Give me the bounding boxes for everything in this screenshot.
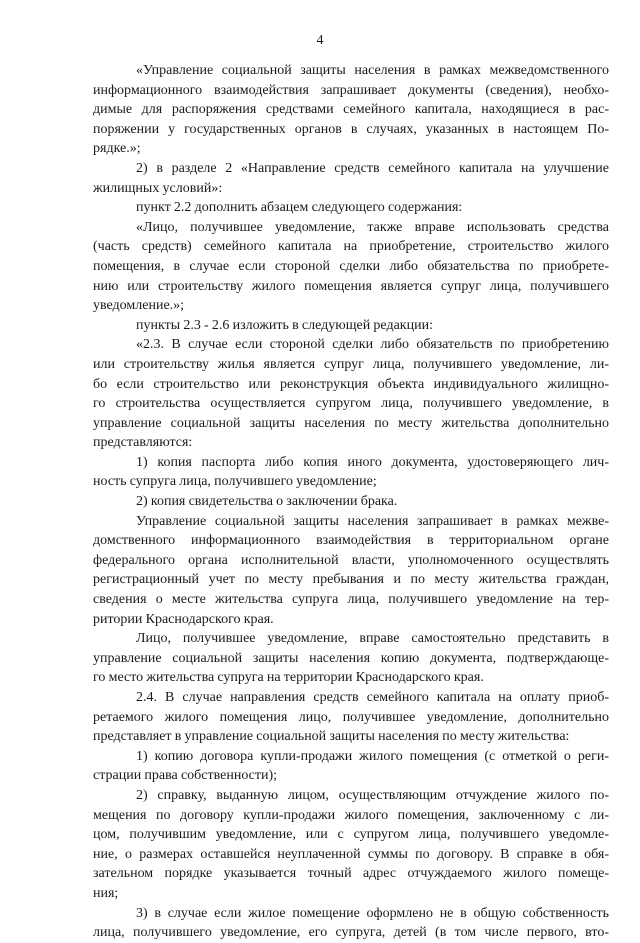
text-line: 2) в разделе 2 «Направление средств семейного капитала на улучшение bbox=[136, 160, 609, 176]
text-line: лица, получившего уведомление, его супруга, детей (в том числе первого, вто- bbox=[93, 925, 609, 941]
text-line: информационного взаимодействия запрашивает документы (сведения), необхо- bbox=[93, 82, 609, 98]
text-line: федерального органа исполнительной власти, уполномоченного осуществлять bbox=[93, 552, 609, 568]
text-line: жилищных условий»: bbox=[93, 180, 223, 196]
text-line: димые для распоряжения средствами семейного капитала, находящиеся в рас- bbox=[93, 102, 609, 118]
paragraph-p11 bbox=[93, 688, 609, 747]
paragraph-p1 bbox=[93, 61, 609, 159]
text-line: ние, о размерах оставшейся неуплаченной суммы по договору. В справке в обя- bbox=[93, 846, 609, 862]
text-line: го строительства осуществляется супругом лица, получившего уведомление, в bbox=[93, 396, 609, 412]
text-line: 3) в случае если жилое помещение оформлено не в общую собственность bbox=[136, 905, 609, 921]
text-line: цом, получившим уведомление, или с супругом лица, получившего уведомле- bbox=[93, 827, 609, 843]
text-line: ритории Краснодарского края. bbox=[93, 611, 274, 627]
paragraph-p10 bbox=[93, 629, 609, 688]
paragraph-p12 bbox=[93, 747, 609, 786]
text-line: пункты 2.3 - 2.6 изложить в следующей редакции: bbox=[136, 317, 433, 333]
text-line: 2) справку, выданную лицом, осуществляющим отчуждение жилого по- bbox=[136, 787, 609, 803]
text-line: страции права собственности); bbox=[93, 768, 278, 784]
text-line: управление социальной защиты населения копию документа, подтверждающе- bbox=[93, 650, 609, 666]
paragraph-p14 bbox=[93, 904, 609, 943]
text-line: пункт 2.2 дополнить абзацем следующего содержания: bbox=[136, 200, 463, 216]
text-line: «2.3. В случае если стороной сделки либо обязательств по приобретению bbox=[136, 337, 609, 353]
text-line: уведомление.»; bbox=[93, 298, 185, 314]
text-line: бо если строительство или реконструкция объекта индивидуального жилищно- bbox=[93, 376, 609, 392]
text-line: сведения о месте жительства супруга лица, получившего уведомление на тер- bbox=[93, 592, 609, 608]
text-line: 2.4. В случае направления средств семейного капитала на оплату приоб- bbox=[136, 690, 609, 705]
text-line: 1) копия паспорта либо копия иного документа, удостоверяющего лич- bbox=[136, 454, 609, 470]
text-line: помещения, в случае если стороной сделки либо обязательства по приобрете- bbox=[93, 258, 609, 274]
text-line: мещения по договору купли-продажи жилого помещения, заключенному с ли- bbox=[93, 807, 609, 823]
paragraph-p5 bbox=[93, 316, 609, 336]
text-line: представляются: bbox=[93, 435, 193, 451]
text-line: управление социальной защиты населения по месту жительства дополнительно bbox=[93, 415, 609, 431]
text-line: ния; bbox=[93, 885, 119, 901]
paragraph-p2 bbox=[93, 159, 609, 198]
text-line: нию или строительству жилого помещения является супруг лица, получившего bbox=[93, 278, 609, 294]
text-line: домственного информационного взаимодействия в территориальном органе bbox=[93, 533, 609, 549]
page-number: 4 bbox=[316, 33, 324, 48]
text-line: зательном порядке указывается точный адрес отчуждаемого жилого помеще- bbox=[93, 866, 609, 882]
text-line: Управление социальной защиты населения запрашивает в рамках межве- bbox=[136, 513, 609, 529]
text-line: поряжении у государственных органов в случаях, указанных в настоящем По- bbox=[93, 121, 609, 137]
paragraph-p8 bbox=[93, 492, 609, 512]
text-line: 1) копию договора купли-продажи жилого помещения (с отметкой о реги- bbox=[136, 748, 609, 764]
text-line: ретаемого жилого помещения лицо, получившее уведомление, дополнительно bbox=[93, 709, 609, 725]
paragraph-p7 bbox=[93, 453, 609, 492]
text-line: Лицо, получившее уведомление, вправе самостоятельно представить в bbox=[136, 631, 609, 647]
document-body bbox=[93, 61, 609, 943]
text-line: ность супруга лица, получившего уведомление; bbox=[93, 474, 377, 490]
text-line: «Управление социальной защиты населения в рамках межведомственного bbox=[136, 63, 609, 78]
text-line: 2) копия свидетельства о заключении брака. bbox=[136, 494, 398, 510]
text-line: или строительству жилья является супруг лица, получившего уведомление, ли- bbox=[93, 356, 609, 372]
paragraph-p13 bbox=[93, 786, 609, 904]
paragraph-p6 bbox=[93, 335, 609, 453]
text-line: представляет в управление социальной защиты населения по месту жительства: bbox=[93, 729, 570, 745]
paragraph-p9 bbox=[93, 512, 609, 630]
paragraph-p4 bbox=[93, 218, 609, 316]
text-line: регистрационный учет по месту пребывания и по месту жительства граждан, bbox=[93, 572, 609, 588]
text-line: (часть средств) семейного капитала на приобретение, строительство жилого bbox=[93, 239, 609, 255]
paragraph-p3 bbox=[93, 198, 609, 218]
text-line: рядке.»; bbox=[93, 141, 141, 157]
text-line: «Лицо, получившее уведомление, также вправе использовать средства bbox=[136, 219, 609, 235]
text-line: го место жительства супруга на территории Краснодарского края. bbox=[93, 670, 484, 686]
